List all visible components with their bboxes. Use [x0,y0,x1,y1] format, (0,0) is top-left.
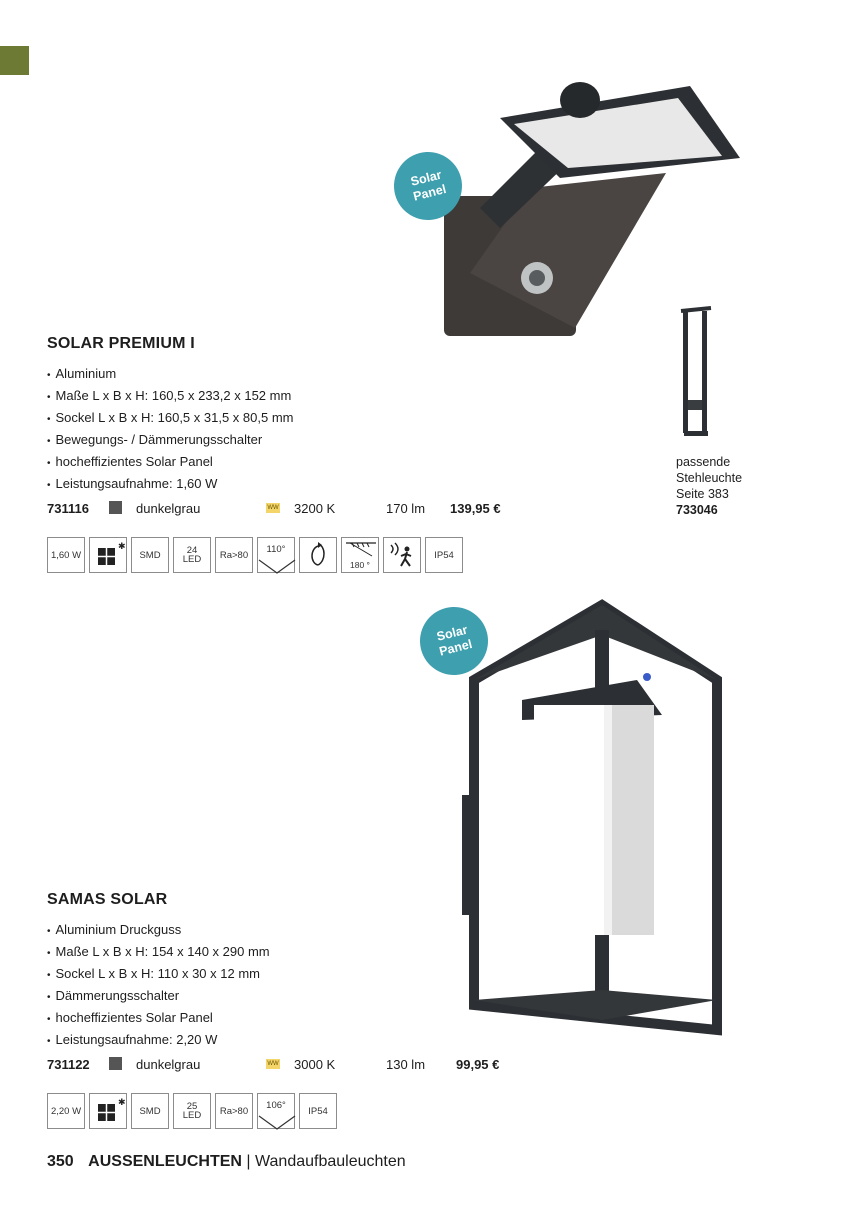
feature-item: • Leistungsaufnahme: 1,60 W [47,474,293,496]
solar-panel-icon [89,1093,127,1129]
power-value: 2,20 W [50,1105,82,1117]
spec-icon-row [47,1093,337,1129]
feature-item: • Aluminium Druckguss [47,920,270,942]
power-icon [47,537,85,573]
led-label: LED [182,554,202,565]
feature-item: • hocheffizientes Solar Panel [47,452,293,474]
cri-icon [215,537,253,573]
color-temperature: 3200 K [294,501,336,516]
page-footer [47,1153,406,1171]
article-number: 731122 [47,1057,90,1072]
samas-solar-lamp-image [462,605,722,1035]
beam-angle-value: 106° [266,1100,286,1111]
smd-label: SMD [139,1105,161,1117]
pir-angle-value: 180 ° [350,560,370,570]
color-temperature: 3000 K [294,1057,336,1072]
ip-value: IP54 [434,549,454,561]
badge-text: Solar Panel [435,622,474,659]
feature-item: • Sockel L x B x H: 160,5 x 31,5 x 80,5 mm [47,408,293,430]
led-count: 25 [186,1101,198,1112]
matching-article-number: 733046 [676,503,718,517]
beam-angle-icon [257,1093,295,1129]
note-line: passende [676,455,731,469]
motion-detector-icon [383,537,421,573]
note-line: Seite 383 [676,487,729,501]
spec-icon-row [47,537,463,573]
feature-item: • Dämmerungsschalter [47,986,270,1008]
smd-icon [131,1093,169,1129]
ip-rating-icon [425,537,463,573]
feature-list [47,364,293,496]
led-count: 24 [186,545,198,556]
ip-value: IP54 [308,1105,328,1117]
smd-icon [131,537,169,573]
ip-rating-icon [299,1093,337,1129]
footer-subcategory: Wandaufbauleuchten [255,1153,406,1170]
power-value: 1,60 W [50,549,82,561]
color-name: dunkelgrau [136,501,201,516]
feature-item: • hocheffizientes Solar Panel [47,1008,270,1030]
product-title: SAMAS SOLAR [47,891,168,908]
matching-floor-lamp-image [676,305,716,440]
color-swatch [109,1057,122,1070]
rotatable-icon [299,537,337,573]
badge-text: Solar Panel [409,167,448,204]
footer-category: AUSSENLEUCHTEN [88,1153,242,1170]
beam-angle-value: 110° [266,544,286,555]
note-line: Stehleuchte [676,471,743,485]
footer-separator: | [246,1153,251,1170]
product-title: SOLAR PREMIUM I [47,335,195,352]
luminous-flux: 170 lm [386,501,426,516]
price: 139,95 € [450,501,501,516]
feature-item: • Sockel L x B x H: 110 x 30 x 12 mm [47,964,270,986]
feature-item: • Maße L x B x H: 160,5 x 233,2 x 152 mm [47,386,293,408]
power-icon [47,1093,85,1129]
svg-text:✱: ✱ [118,541,126,551]
color-name: dunkelgrau [136,1057,201,1072]
led-count-icon [173,537,211,573]
feature-item: • Maße L x B x H: 154 x 140 x 290 mm [47,942,270,964]
svg-text:✱: ✱ [118,1097,126,1107]
feature-list [47,920,270,1052]
color-swatch [109,501,122,514]
matching-product-note [676,454,742,518]
article-number: 731116 [47,501,89,516]
beam-angle-icon [257,537,295,573]
solar-panel-icon [89,537,127,573]
warm-white-icon: WW [267,1061,279,1067]
feature-item: • Leistungsaufnahme: 2,20 W [47,1030,270,1052]
section-tab-marker [0,46,29,75]
page-number: 350 [47,1153,74,1170]
smd-label: SMD [139,549,161,561]
feature-item: • Bewegungs- / Dämmerungsschalter [47,430,293,452]
feature-item: • Aluminium [47,364,293,386]
luminous-flux: 130 lm [386,1057,426,1072]
cri-label: Ra>80 [219,549,249,561]
led-label: LED [182,1110,202,1121]
motion-sensor-angle-icon [341,537,379,573]
cri-icon [215,1093,253,1129]
price: 99,95 € [456,1057,500,1072]
cri-label: Ra>80 [219,1105,249,1117]
led-count-icon [173,1093,211,1129]
warm-white-icon: WW [267,505,279,511]
